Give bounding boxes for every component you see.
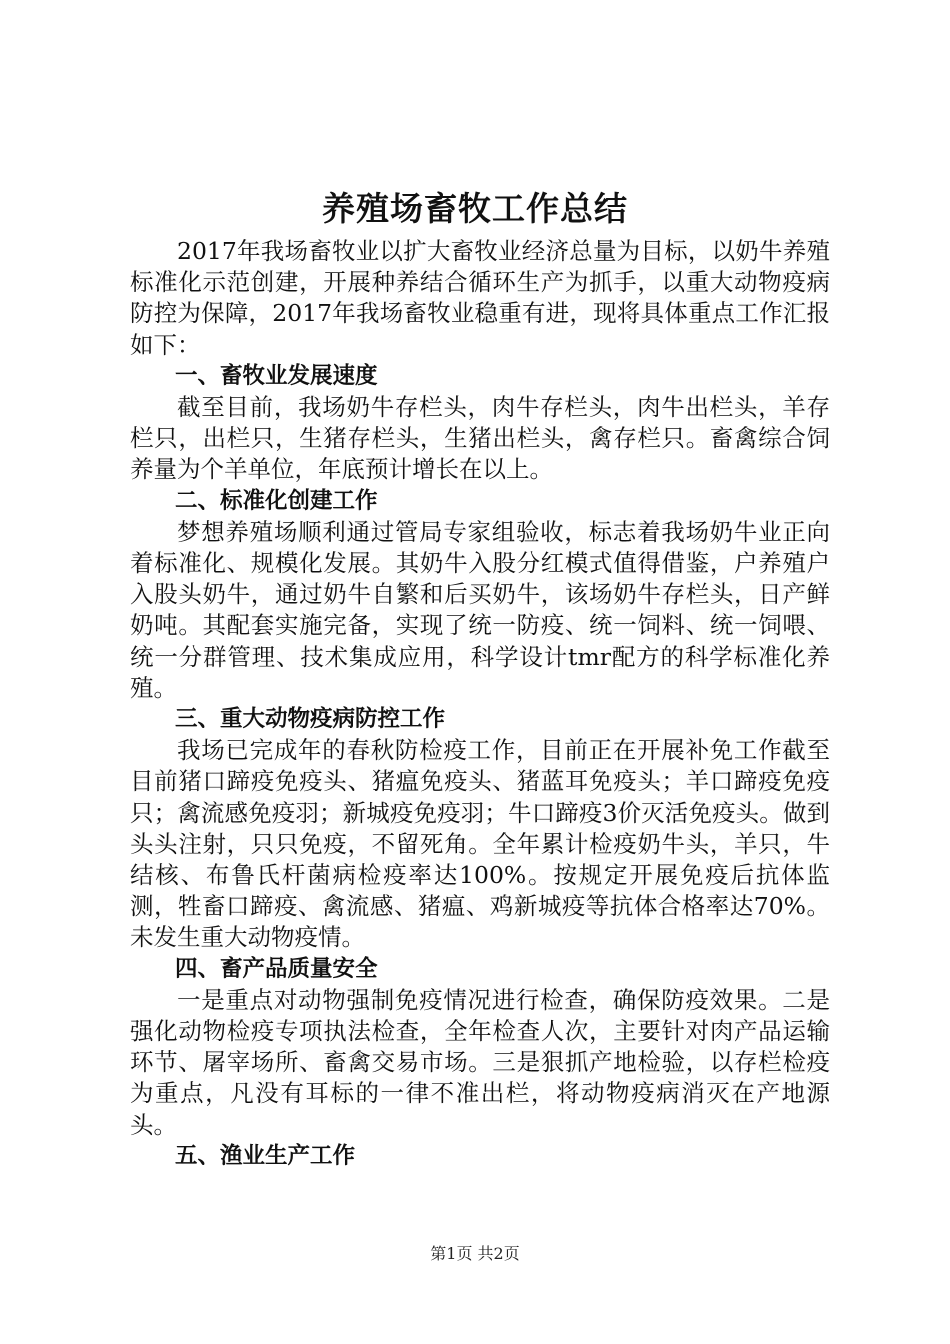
section-body-3: 我场已完成年的春秋防检疫工作，目前正在开展补免工作截至目前猪口蹄疫免疫头、猪瘟免疫头、猪蓝耳免疫头；羊口蹄疫免疫只；禽流感免疫羽；新城疫免疫羽；牛口蹄疫3价灭活免疫头。做到头头注射，只只免疫，不留死角。全年累计检疫奶牛头，羊只，牛结核、布鲁氏杆菌病检疫率达100%。按规定开展免疫后抗体监测，牲畜口蹄疫、禽流感、猪瘟、鸡新城疫等抗体合格率达70%。未发生重大动物疫情。	[130, 736, 830, 952]
section-heading-4: 四、畜产品质量安全	[175, 955, 378, 982]
section-heading-2: 二、标准化创建工作	[175, 487, 378, 514]
document-body	[130, 236, 830, 1172]
document-title: 养殖场畜牧工作总结	[322, 189, 628, 228]
section-heading-5: 五、渔业生产工作	[175, 1142, 356, 1169]
page-number-footer: 第1页 共2页	[430, 1244, 520, 1263]
section-body-2: 梦想养殖场顺利通过管局专家组验收，标志着我场奶牛业正向着标准化、规模化发展。其奶牛入股分红模式值得借鉴，户养殖户入股头奶牛，通过奶牛自繁和后买奶牛，该场奶牛存栏头，日产鲜奶吨。其配套实施完备，实现了统一防疫、统一饲料、统一饲喂、统一分群管理、技术集成应用，科学设计tmr配方的科学标准化养殖。	[130, 517, 830, 702]
intro-paragraph: 2017年我场畜牧业以扩大畜牧业经济总量为目标，以奶牛养殖标准化示范创建，开展种养结合循环生产为抓手，以重大动物疫病防控为保障，2017年我场畜牧业稳重有进，现将具体重点工作汇报如下：	[130, 237, 830, 359]
section-body-4: 一是重点对动物强制免疫情况进行检查，确保防疫效果。二是强化动物检疫专项执法检查，全年检查人次，主要针对肉产品运输环节、屠宰场所、畜禽交易市场。三是狠抓产地检验，以存栏检疫为重点，凡没有耳标的一律不准出栏，将动物疫病消灭在产地源头。	[130, 985, 830, 1139]
section-body-1: 截至目前，我场奶牛存栏头，肉牛存栏头，肉牛出栏头，羊存栏只，出栏只，生猪存栏头，生猪出栏头，禽存栏只。畜禽综合饲养量为个羊单位，年底预计增长在以上。	[130, 393, 830, 484]
section-heading-3: 三、重大动物疫病防控工作	[175, 706, 446, 733]
section-heading-1: 一、畜牧业发展速度	[175, 362, 378, 389]
